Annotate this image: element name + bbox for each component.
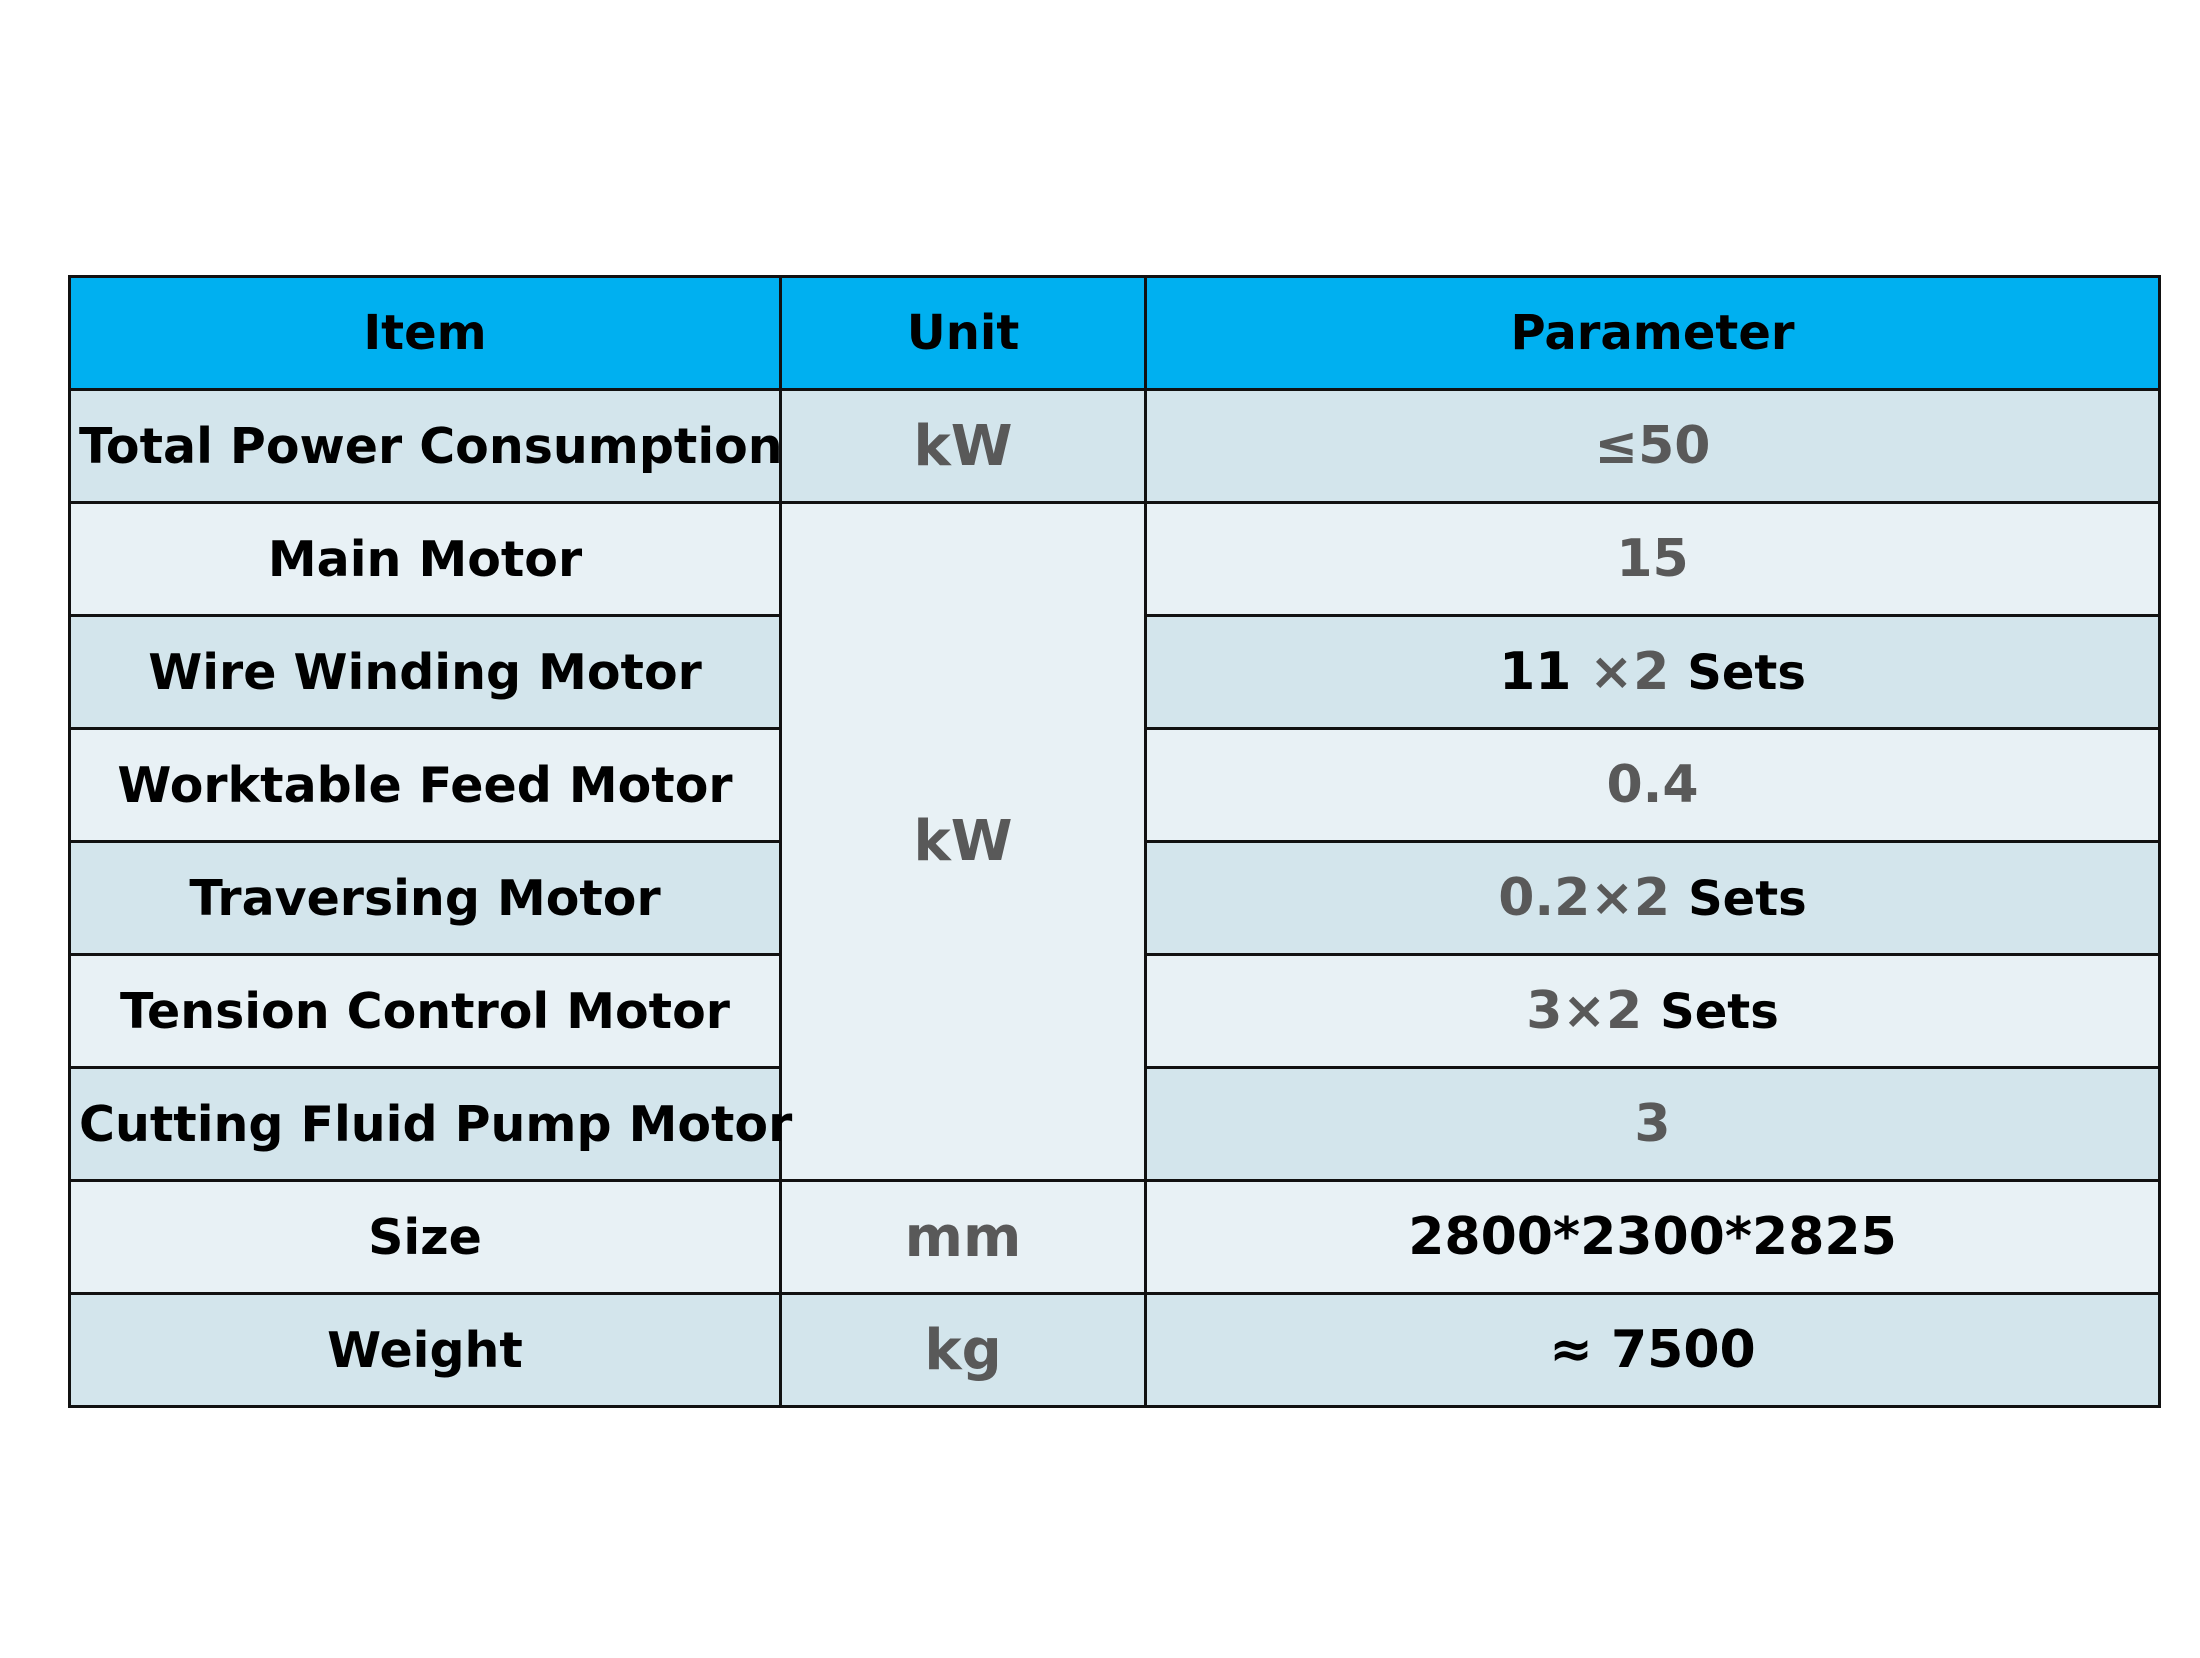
parameter-lead: 11: [1499, 642, 1572, 702]
parameter-cell: ≈ 7500: [1146, 1294, 2160, 1407]
unit-cell-merged: kW: [781, 503, 1146, 1181]
parameter-cell: ≤50: [1146, 390, 2160, 503]
parameter-cell: 2800*2300*2825: [1146, 1181, 2160, 1294]
parameter-value: ×2: [1571, 642, 1670, 702]
header-parameter: Parameter: [1146, 277, 2160, 390]
parameter-cell: 3: [1146, 1068, 2160, 1181]
parameter-suffix: Sets: [1688, 871, 1807, 927]
parameter-cell: [1146, 955, 2160, 1068]
item-cell: Tension Control Motor: [70, 955, 781, 1068]
parameter-suffix: Sets: [1660, 984, 1779, 1040]
item-cell: Worktable Feed Motor: [70, 729, 781, 842]
item-cell: Weight: [70, 1294, 781, 1407]
item-cell: Size: [70, 1181, 781, 1294]
table-row: [70, 1181, 2160, 1294]
parameter-value: 0.2×2: [1498, 868, 1671, 928]
unit-cell: kW: [781, 390, 1146, 503]
item-cell: Traversing Motor: [70, 842, 781, 955]
header-row: [70, 277, 2160, 390]
unit-cell: kg: [781, 1294, 1146, 1407]
parameter-cell: 0.4: [1146, 729, 2160, 842]
table-row: [70, 390, 2160, 503]
parameter-cell: [1146, 842, 2160, 955]
unit-cell: mm: [781, 1181, 1146, 1294]
parameter-cell: [1146, 616, 2160, 729]
table-row: [70, 1294, 2160, 1407]
header-unit: Unit: [781, 277, 1146, 390]
item-cell: Total Power Consumption: [70, 390, 781, 503]
item-cell: Main Motor: [70, 503, 781, 616]
spec-table: [68, 275, 2161, 1408]
parameter-suffix: Sets: [1687, 645, 1806, 701]
item-cell: Wire Winding Motor: [70, 616, 781, 729]
item-cell: Cutting Fluid Pump Motor: [70, 1068, 781, 1181]
header-item: Item: [70, 277, 781, 390]
parameter-cell: 15: [1146, 503, 2160, 616]
table-row: [70, 503, 2160, 616]
parameter-value: 3×2: [1526, 981, 1643, 1041]
